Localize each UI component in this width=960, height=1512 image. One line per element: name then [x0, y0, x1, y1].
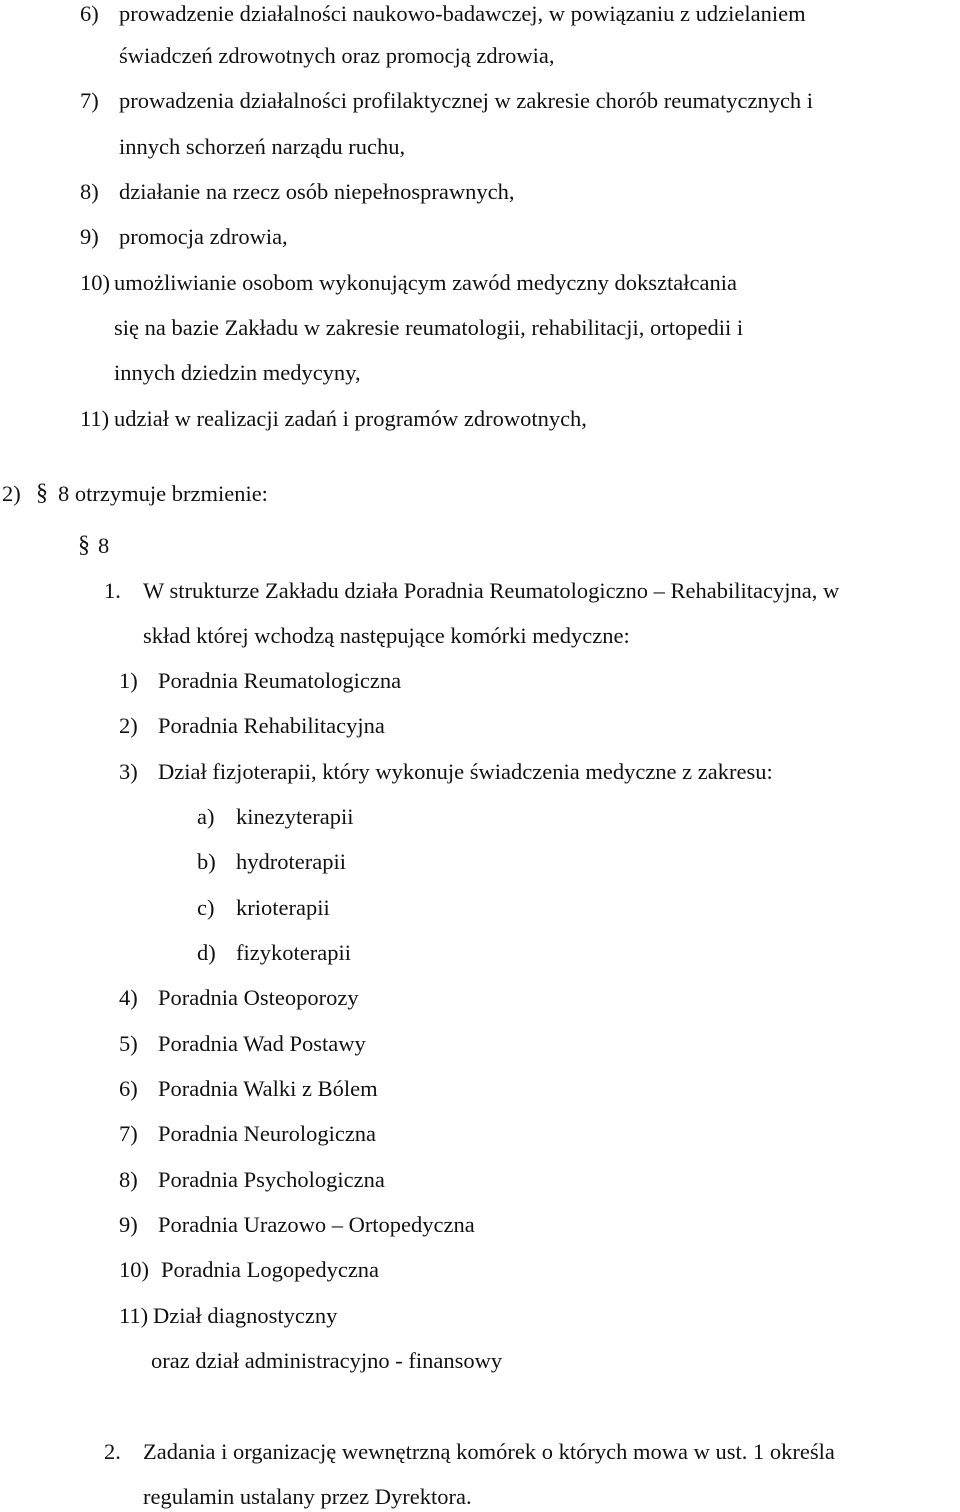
closing-text: oraz dział administracyjno - finansowy	[151, 1348, 503, 1373]
paragraph-text: Zadania i organizację wewnętrzną komórek o których mowa w ust. 1 określa	[143, 1439, 835, 1464]
list-item-text: Poradnia Urazowo – Ortopedyczna	[158, 1212, 475, 1237]
list-item-label: 8)	[80, 179, 99, 204]
subitem-label: d)	[197, 940, 216, 965]
list-item-label: 7)	[80, 88, 99, 113]
subitem-text: kinezyterapii	[236, 804, 354, 829]
subitem-text: hydroterapii	[236, 849, 346, 874]
list-item-text: promocja zdrowia,	[119, 224, 288, 249]
list-item-text: Dział diagnostyczny	[153, 1303, 338, 1328]
list-item-label: 9)	[119, 1212, 138, 1237]
list-item-label: 4)	[119, 985, 138, 1010]
list-item-text: świadczeń zdrowotnych oraz promocją zdrowia,	[119, 43, 555, 68]
list-item-text: Dział fizjoterapii, który wykonuje świadczenia medyczne z zakresu:	[158, 759, 773, 784]
paragraph-number: 2.	[104, 1439, 121, 1464]
list-item-label: 11)	[119, 1303, 149, 1328]
list-item-label: 10)	[80, 270, 110, 295]
section-sign: §	[36, 480, 48, 506]
subitem-label: c)	[197, 895, 215, 920]
list-item-label: 3)	[119, 759, 138, 784]
amendment-text: 8 otrzymuje brzmienie:	[58, 481, 268, 506]
list-item-label: 9)	[80, 224, 99, 249]
list-item-text: innych schorzeń narządu ruchu,	[119, 134, 406, 159]
list-item-label: 11)	[80, 406, 110, 431]
list-item-text: Poradnia Logopedyczna	[161, 1257, 380, 1282]
paragraph-text: skład której wchodzą następujące komórki medyczne:	[143, 623, 630, 648]
list-item-text: Poradnia Rehabilitacyjna	[158, 713, 385, 738]
list-item-label: 2)	[119, 713, 138, 738]
list-item-label: 5)	[119, 1031, 138, 1056]
paragraph-text: regulamin ustalany przez Dyrektora.	[143, 1484, 472, 1509]
list-item-text: się na bazie Zakładu w zakresie reumatologii, rehabilitacji, ortopedii i	[114, 315, 744, 340]
list-item-text: prowadzenia działalności profilaktycznej w zakresie chorób reumatycznych i	[119, 88, 814, 113]
list-item-text: udział w realizacji zadań i programów zdrowotnych,	[114, 406, 587, 431]
subitem-label: b)	[197, 849, 216, 874]
subitem-text: krioterapii	[236, 895, 330, 920]
list-item-text: innych dziedzin medycyny,	[114, 360, 361, 385]
subitem-text: fizykoterapii	[236, 940, 351, 965]
list-item-text: prowadzenie działalności naukowo-badawczej, w powiązaniu z udzielaniem	[119, 1, 806, 26]
list-item-label: 8)	[119, 1167, 138, 1192]
list-item-label: 6)	[80, 1, 99, 26]
list-item-label: 1)	[119, 668, 138, 693]
paragraph-text: W strukturze Zakładu działa Poradnia Reumatologiczno – Rehabilitacyjna, w	[143, 578, 840, 603]
list-item-label: 7)	[119, 1121, 138, 1146]
amendment-label: 2)	[2, 481, 21, 506]
section-heading: 8	[98, 533, 110, 558]
list-item-text: Poradnia Osteoporozy	[158, 985, 359, 1010]
list-item-text: Poradnia Reumatologiczna	[158, 668, 402, 693]
subitem-label: a)	[197, 804, 215, 829]
list-item-text: Poradnia Walki z Bólem	[158, 1076, 378, 1101]
section-sign: §	[78, 532, 90, 558]
list-item-text: działanie na rzecz osób niepełnosprawnych,	[119, 179, 515, 204]
paragraph-number: 1.	[104, 578, 121, 603]
list-item-label: 10)	[119, 1257, 149, 1282]
list-item-text: umożliwianie osobom wykonującym zawód medyczny dokształcania	[114, 270, 737, 295]
list-item-text: Poradnia Neurologiczna	[158, 1121, 377, 1146]
list-item-label: 6)	[119, 1076, 138, 1101]
list-item-text: Poradnia Psychologiczna	[158, 1167, 385, 1192]
list-item-text: Poradnia Wad Postawy	[158, 1031, 366, 1056]
